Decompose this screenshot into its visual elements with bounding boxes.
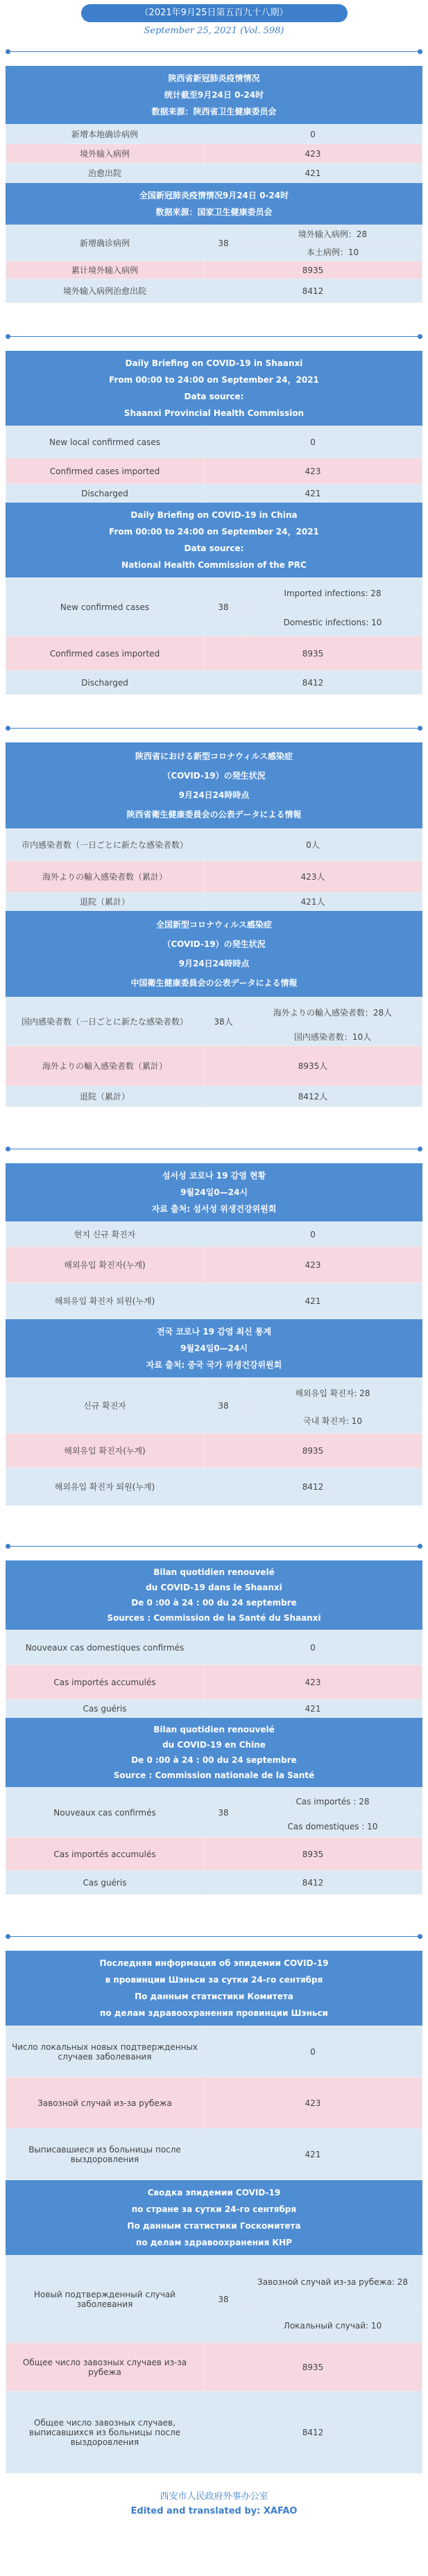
cumulative-imported-value: 8935 xyxy=(204,2343,422,2392)
national-briefing-header xyxy=(6,1319,422,1377)
header-line: Bilan quotidien renouvelé xyxy=(153,1725,275,1734)
table-row xyxy=(6,1700,422,1718)
row-label: Cas importés accumulés xyxy=(6,1665,204,1700)
header-line: 陕西省における新型コロナウィルス感染症 xyxy=(135,751,293,761)
imported-new: Imported infections: 28 xyxy=(243,578,422,609)
local-briefing-header xyxy=(6,1951,422,2026)
new-cases-label: 신규 확진자 xyxy=(6,1378,204,1434)
national-briefing-header xyxy=(6,1718,422,1787)
header-line: Data source: xyxy=(184,543,244,553)
header-line: 9월24일0—24시 xyxy=(180,1187,248,1197)
local-briefing-header xyxy=(6,1560,422,1630)
table-row xyxy=(6,671,422,695)
header-line: Bilan quotidien renouvelé xyxy=(153,1567,275,1577)
discharged-label: 境外输入病例治愈出院 xyxy=(6,279,204,303)
header-line: Сводка эпидемии COVID-19 xyxy=(147,2188,281,2198)
table-row xyxy=(6,1665,422,1700)
table-row xyxy=(6,1247,422,1283)
domestic-new: 国内感染者数：10人 xyxy=(243,1028,422,1046)
table-row xyxy=(6,829,422,861)
cumulative-imported-label: 累计境外输入病例 xyxy=(6,261,204,279)
national-briefing-header xyxy=(6,911,422,997)
table-row xyxy=(6,998,422,1028)
local-briefing-header xyxy=(6,1163,422,1221)
row-value: 421 xyxy=(204,1700,422,1718)
domestic-new: Domestic infections: 10 xyxy=(243,609,422,636)
header-line: По данным статистики Комитета xyxy=(135,1992,293,2001)
header-line: 9월24일0—24시 xyxy=(180,1343,248,1353)
new-cases-total: 38 xyxy=(204,1378,243,1434)
section-divider xyxy=(6,336,422,351)
header-line: 中国衛生健康委員会の公表データによる情報 xyxy=(130,978,298,988)
section-divider xyxy=(6,1936,422,1951)
table-row xyxy=(6,225,422,243)
header-line: 全国新型コロナウィルス感染症 xyxy=(156,920,272,930)
row-value: 421 xyxy=(204,164,422,183)
table-row xyxy=(6,893,422,911)
row-label: Discharged xyxy=(6,485,204,503)
table-row xyxy=(6,861,422,893)
table-row xyxy=(6,2026,422,2078)
header-line: по делам здравоохранения КНР xyxy=(136,2238,292,2247)
table-row xyxy=(6,1468,422,1506)
table-row xyxy=(6,458,422,485)
row-value: 421 xyxy=(204,485,422,503)
table-row xyxy=(6,578,422,609)
domestic-new: 국내 확진자: 10 xyxy=(243,1409,422,1434)
header-line: 全国新冠肺炎疫情情况9月24日 0-24时 xyxy=(139,191,289,200)
row-label: 市内感染者数（一日ごとに新たな感染者数） xyxy=(6,829,204,861)
header-line: Data source: xyxy=(184,392,244,401)
section-zh xyxy=(6,51,422,303)
local-briefing-header xyxy=(6,66,422,124)
header-line: 9月24日24時時点 xyxy=(178,790,250,800)
row-value: 0 xyxy=(204,1222,422,1247)
discharged-label: 退院（累計） xyxy=(6,1086,204,1107)
discharged-value: 8412人 xyxy=(204,1086,422,1107)
discharged-label: Общее число завозных случаев, выписавшихся из больницы после выздоровления xyxy=(6,2392,204,2473)
imported-new: 境外输入病例：28 xyxy=(243,225,422,243)
table-row xyxy=(6,261,422,279)
header-line: 섬서성 코로나 19 감염 현황 xyxy=(162,1171,266,1181)
row-value: 423 xyxy=(204,458,422,485)
row-label: 해외유입 확진자(누계) xyxy=(6,1247,204,1283)
table-row xyxy=(6,1283,422,1319)
table-row xyxy=(6,279,422,303)
national-stats-table xyxy=(6,577,422,695)
local-stats-table xyxy=(6,1221,422,1319)
row-value: 0人 xyxy=(204,829,422,861)
header-line: Daily Briefing on COVID-19 in China xyxy=(130,510,298,520)
cumulative-imported-label: Confirmed cases imported xyxy=(6,636,204,671)
imported-new: 해외유입 확진자: 28 xyxy=(243,1378,422,1409)
issue-date-en: September 25, 2021 (Vol. 598) xyxy=(144,26,284,36)
table-row xyxy=(6,1434,422,1468)
section-divider xyxy=(6,1149,422,1163)
row-label: Nouveaux cas domestiques confirmés xyxy=(6,1630,204,1665)
cumulative-imported-value: 8935 xyxy=(204,1838,422,1871)
header-line: （COVID-19）の発生状況 xyxy=(162,771,266,781)
footer-credit: Edited and translated by: XAFAO xyxy=(130,2506,298,2516)
header-line: 数据来源：国家卫生健康委员会 xyxy=(155,207,273,217)
header-line: 전국 코로나 19 감염 최신 통계 xyxy=(156,1327,272,1337)
header-line: Daily Briefing on COVID-19 in Shaanxi xyxy=(125,358,303,368)
new-cases-total: 38 xyxy=(204,2256,243,2343)
row-value: 0 xyxy=(204,426,422,458)
table-row xyxy=(6,1086,422,1107)
table-row xyxy=(6,2129,422,2180)
row-value: 421 xyxy=(204,1283,422,1319)
row-value: 421 xyxy=(204,2129,422,2180)
new-cases-label: New confirmed cases xyxy=(6,578,204,636)
cumulative-imported-label: 海外よりの輸入感染者数（累計） xyxy=(6,1046,204,1086)
cumulative-imported-label: Cas importés accumulés xyxy=(6,1838,204,1871)
row-label: 현지 신규 확진자 xyxy=(6,1222,204,1247)
row-label: 退院（累計） xyxy=(6,893,204,911)
issue-date-cn: （2021年9月25日第五百九十八期） xyxy=(81,4,348,22)
section-ja xyxy=(6,695,422,1107)
cumulative-imported-value: 8935人 xyxy=(204,1046,422,1086)
cumulative-imported-label: 해외유입 확진자(누계) xyxy=(6,1434,204,1468)
row-label: 해외유입 확진자 퇴원(누계) xyxy=(6,1283,204,1319)
section-ru xyxy=(6,1895,422,2473)
discharged-label: Discharged xyxy=(6,671,204,695)
row-value: 0 xyxy=(204,2026,422,2078)
local-briefing-header xyxy=(6,351,422,426)
section-fr xyxy=(6,1506,422,1895)
discharged-value: 8412 xyxy=(204,1468,422,1506)
table-row xyxy=(6,164,422,183)
header-line: du COVID-19 dans le Shaanxi xyxy=(146,1583,282,1592)
new-cases-total: 38人 xyxy=(204,998,243,1046)
national-stats-table xyxy=(6,2255,422,2473)
row-label: 治愈出院 xyxy=(6,164,204,183)
header-line: De 0 :00 à 24 : 00 du 24 septembre xyxy=(131,1598,297,1608)
national-stats-table xyxy=(6,1787,422,1895)
header-line: Shaanxi Provincial Health Commission xyxy=(123,408,305,418)
section-divider xyxy=(6,1546,422,1560)
local-stats-table xyxy=(6,426,422,503)
section-divider xyxy=(6,728,422,742)
row-label: Confirmed cases imported xyxy=(6,458,204,485)
header-line: du COVID-19 en Chine xyxy=(162,1740,266,1750)
header-line: 统计截至9月24日 0-24时 xyxy=(164,90,264,100)
header-line: 9月24日24時時点 xyxy=(178,959,250,968)
national-briefing-header xyxy=(6,2180,422,2255)
local-stats-table xyxy=(6,2026,422,2180)
local-stats-table xyxy=(6,828,422,911)
header-line: 陕西省新冠肺炎疫情情况 xyxy=(168,73,260,83)
table-row xyxy=(6,2256,422,2308)
table-row xyxy=(6,1630,422,1665)
row-value: 423 xyxy=(204,1247,422,1283)
local-briefing-header xyxy=(6,742,422,828)
new-cases-label: Новый подтвержденный случай заболевания xyxy=(6,2256,204,2343)
national-stats-table xyxy=(6,1377,422,1506)
header-line: 陕西省衛生健康委員会の公表データによる情報 xyxy=(126,810,302,819)
header-line: в провинции Шэньси за сутки 24-го сентября xyxy=(105,1975,323,1985)
imported-new: Завозной случай из-за рубежа: 28 xyxy=(243,2256,422,2308)
domestic-new: Cas domestiques : 10 xyxy=(243,1816,422,1838)
header-line: по делам здравоохранения провинции Шэньси xyxy=(100,2008,328,2018)
header-line: （COVID-19）の発生状況 xyxy=(162,939,266,949)
table-row xyxy=(6,2078,422,2129)
header-line: 자료 출처: 중국 국가 위생건강위원회 xyxy=(146,1360,282,1370)
row-label: 境外输入病例 xyxy=(6,144,204,164)
row-value: 423 xyxy=(204,144,422,164)
table-row xyxy=(6,1838,422,1871)
header-line: De 0 :00 à 24 : 00 du 24 septembre xyxy=(131,1755,297,1765)
imported-new: Cas importés : 28 xyxy=(243,1788,422,1816)
domestic-new: 本土病例：10 xyxy=(243,243,422,261)
header-line: National Health Commission of the PRC xyxy=(121,560,307,570)
table-row xyxy=(6,1871,422,1895)
discharged-value: 8412 xyxy=(204,279,422,303)
new-cases-label: 新增确诊病例 xyxy=(6,225,204,261)
local-stats-table xyxy=(6,1630,422,1718)
row-value: 423 xyxy=(204,1665,422,1700)
new-cases-total: 38 xyxy=(204,1788,243,1838)
table-row xyxy=(6,426,422,458)
section-en xyxy=(6,303,422,695)
row-label: 海外よりの輸入感染者数（累計） xyxy=(6,861,204,893)
header-line: From 00:00 to 24:00 on September 24，2021 xyxy=(109,375,319,385)
new-cases-total: 38 xyxy=(204,225,243,261)
discharged-value: 8412 xyxy=(204,2392,422,2473)
header-line: Последняя информация об эпидемии COVID-19 xyxy=(99,1958,329,1968)
header-line: From 00:00 to 24:00 on September 24，2021 xyxy=(109,527,319,537)
row-value: 423人 xyxy=(204,861,422,893)
section-ko xyxy=(6,1107,422,1506)
new-cases-label: Nouveaux cas confirmés xyxy=(6,1788,204,1838)
row-label: Завозной случай из-за рубежа xyxy=(6,2078,204,2129)
footer-publisher: 西安市人民政府外事办公室 xyxy=(160,2491,268,2502)
table-row xyxy=(6,1788,422,1816)
national-stats-table xyxy=(6,225,422,303)
domestic-new: Локальный случай: 10 xyxy=(243,2308,422,2343)
discharged-label: 해외유입 확진자 퇴원(누계) xyxy=(6,1468,204,1506)
local-stats-table xyxy=(6,124,422,183)
table-row xyxy=(6,485,422,503)
table-row xyxy=(6,2392,422,2473)
header-line: Sources : Commission de la Santé du Shaanxi xyxy=(107,1613,321,1623)
header-line: 자료 출처: 섬서성 위생건강위원회 xyxy=(151,1204,277,1214)
header-line: по стране за сутки 24-го сентября xyxy=(131,2204,297,2214)
cumulative-imported-value: 8935 xyxy=(204,1434,422,1468)
imported-new: 海外よりの輸入感染者数：28人 xyxy=(243,998,422,1028)
row-label: Выписавшиеся из больницы после выздоровления xyxy=(6,2129,204,2180)
table-row xyxy=(6,1378,422,1409)
national-briefing-header xyxy=(6,183,422,225)
row-value: 0 xyxy=(204,1630,422,1665)
cumulative-imported-label: Общее число завозных случаев из-за рубежа xyxy=(6,2343,204,2392)
row-label: 新增本地确诊病例 xyxy=(6,125,204,144)
header-line: По данным статистики Госкомитета xyxy=(127,2221,301,2231)
header-line: 数据来源：陕西省卫生健康委员会 xyxy=(151,107,277,116)
header-line: Source : Commission nationale de la Santé xyxy=(113,1770,315,1780)
row-label: New local confirmed cases xyxy=(6,426,204,458)
cumulative-imported-value: 8935 xyxy=(204,261,422,279)
row-label: Число локальных новых подтвержденных случаев заболевания xyxy=(6,2026,204,2078)
discharged-value: 8412 xyxy=(204,1871,422,1895)
table-row xyxy=(6,125,422,144)
national-briefing-header xyxy=(6,503,422,577)
new-cases-label: 国内感染者数（一日ごとに新たな感染者数） xyxy=(6,998,204,1046)
row-value: 421人 xyxy=(204,893,422,911)
national-stats-table xyxy=(6,997,422,1107)
row-value: 423 xyxy=(204,2078,422,2129)
section-divider xyxy=(6,51,422,66)
new-cases-total: 38 xyxy=(204,578,243,636)
discharged-label: Cas guéris xyxy=(6,1871,204,1895)
row-value: 0 xyxy=(204,125,422,144)
table-row xyxy=(6,144,422,164)
row-label: Cas guéris xyxy=(6,1700,204,1718)
table-row xyxy=(6,636,422,671)
table-row xyxy=(6,1222,422,1247)
cumulative-imported-value: 8935 xyxy=(204,636,422,671)
table-row xyxy=(6,2343,422,2392)
table-row xyxy=(6,1046,422,1086)
discharged-value: 8412 xyxy=(204,671,422,695)
